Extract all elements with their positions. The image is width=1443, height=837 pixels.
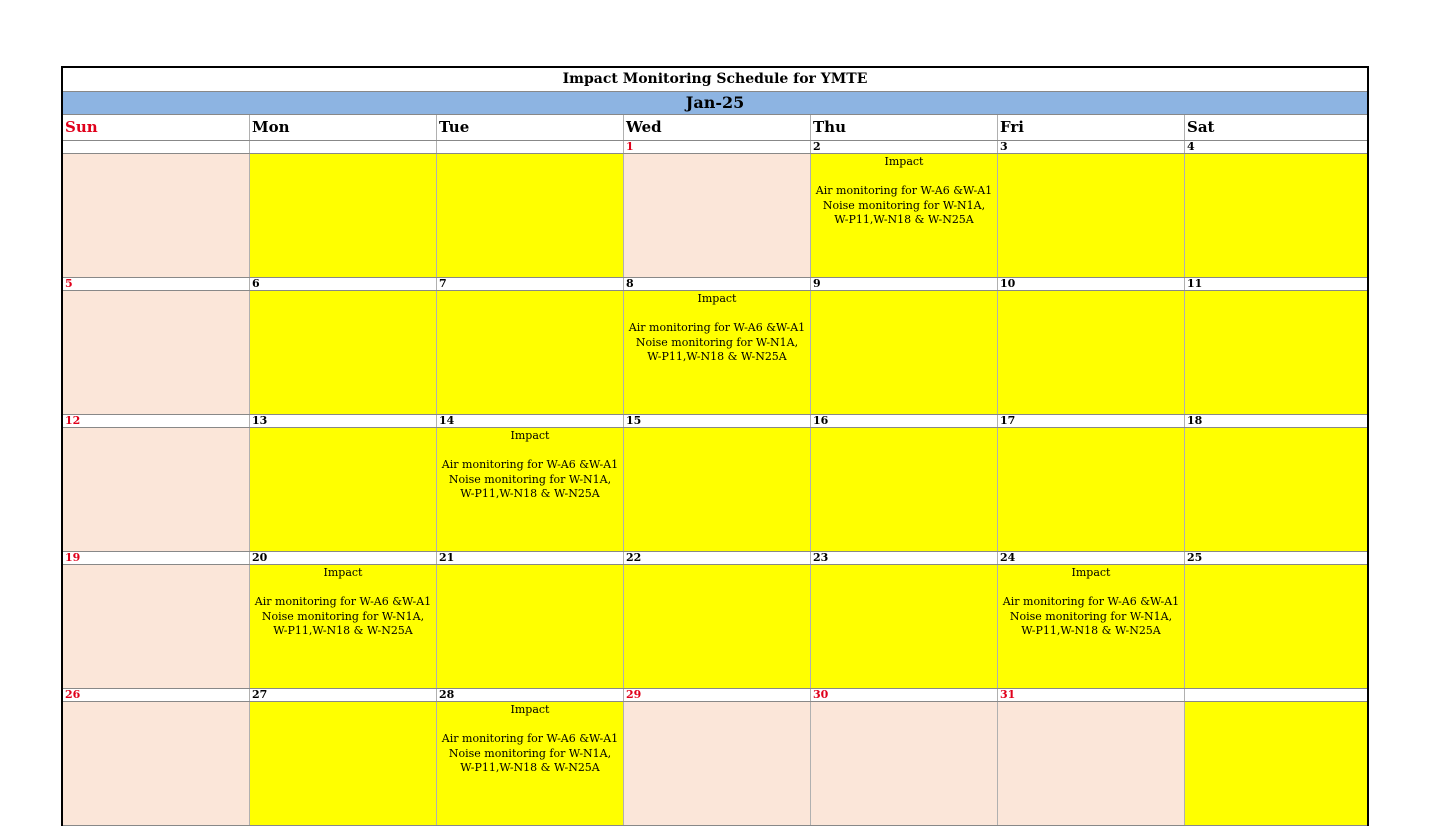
day-cell[interactable]	[624, 291, 811, 414]
day-cell[interactable]	[250, 291, 437, 414]
day-cell[interactable]	[1185, 154, 1367, 277]
date-number: 11	[1185, 278, 1367, 290]
event-noise-line1: Noise monitoring for W-N1A,	[448, 472, 612, 486]
event-noise-line1: Noise monitoring for W-N1A,	[635, 335, 799, 349]
spacer	[998, 581, 1184, 596]
date-number	[437, 141, 624, 153]
spacer	[250, 581, 436, 596]
date-number-row	[63, 552, 1367, 565]
weekday-sun: Sun	[63, 115, 250, 140]
day-cell[interactable]	[998, 428, 1185, 551]
day-cell[interactable]	[998, 291, 1185, 414]
date-number: 16	[811, 415, 998, 427]
date-number: 6	[250, 278, 437, 290]
spacer	[437, 718, 623, 733]
date-number: 13	[250, 415, 437, 427]
event-air: Air monitoring for W-A6 &W-A1	[441, 732, 619, 745]
date-number: 1	[624, 141, 811, 153]
event-noise-line2: W-P11,W-N18 & W-N25A	[647, 350, 787, 363]
date-number: 2	[811, 141, 998, 153]
day-cell[interactable]	[1185, 428, 1367, 551]
date-number: 20	[250, 552, 437, 564]
event-noise-line1: Noise monitoring for W-N1A,	[822, 198, 986, 212]
event-noise-line1: Noise monitoring for W-N1A,	[1009, 609, 1173, 623]
date-number: 25	[1185, 552, 1367, 564]
spacer	[811, 170, 997, 185]
event-noise-line1: Noise monitoring for W-N1A,	[448, 746, 612, 760]
date-number: 17	[998, 415, 1185, 427]
date-number: 21	[437, 552, 624, 564]
day-cell[interactable]	[437, 565, 624, 688]
event-type: Impact	[1071, 566, 1111, 579]
day-cell[interactable]	[437, 702, 624, 825]
date-number: 28	[437, 689, 624, 701]
day-cell[interactable]	[624, 565, 811, 688]
calendar-sheet	[61, 66, 1369, 826]
event-air: Air monitoring for W-A6 &W-A1	[628, 321, 806, 334]
week-row	[63, 291, 1367, 415]
day-cell[interactable]	[998, 702, 1185, 825]
week-row	[63, 702, 1367, 826]
date-number: 15	[624, 415, 811, 427]
day-cell[interactable]	[250, 428, 437, 551]
date-number: 4	[1185, 141, 1367, 153]
day-cell[interactable]	[63, 154, 250, 277]
day-cell[interactable]	[1185, 565, 1367, 688]
date-number: 24	[998, 552, 1185, 564]
date-number-row	[63, 141, 1367, 154]
date-number	[1185, 689, 1367, 701]
date-number: 23	[811, 552, 998, 564]
weekday-header-row	[63, 115, 1367, 141]
date-number: 26	[63, 689, 250, 701]
week-row	[63, 428, 1367, 552]
day-cell[interactable]	[1185, 702, 1367, 825]
date-number: 10	[998, 278, 1185, 290]
day-cell[interactable]	[63, 291, 250, 414]
day-cell[interactable]	[624, 702, 811, 825]
date-number: 3	[998, 141, 1185, 153]
event-noise-line2: W-P11,W-N18 & W-N25A	[460, 487, 600, 500]
date-number: 30	[811, 689, 998, 701]
weekday-fri: Fri	[998, 115, 1185, 140]
date-number: 27	[250, 689, 437, 701]
day-cell[interactable]	[63, 702, 250, 825]
day-cell[interactable]	[250, 702, 437, 825]
event-air: Air monitoring for W-A6 &W-A1	[441, 458, 619, 471]
date-number: 18	[1185, 415, 1367, 427]
date-number: 14	[437, 415, 624, 427]
spacer	[624, 307, 810, 322]
event-type: Impact	[323, 566, 363, 579]
date-number: 22	[624, 552, 811, 564]
date-number: 12	[63, 415, 250, 427]
day-cell[interactable]	[624, 154, 811, 277]
date-number: 8	[624, 278, 811, 290]
date-number: 7	[437, 278, 624, 290]
event-noise-line2: W-P11,W-N18 & W-N25A	[273, 624, 413, 637]
day-cell[interactable]	[1185, 291, 1367, 414]
date-number: 19	[63, 552, 250, 564]
event-type: Impact	[697, 292, 737, 305]
event-noise-line2: W-P11,W-N18 & W-N25A	[460, 761, 600, 774]
event-noise-line1: Noise monitoring for W-N1A,	[261, 609, 425, 623]
day-cell[interactable]	[437, 154, 624, 277]
date-number-row	[63, 415, 1367, 428]
event-noise-line2: W-P11,W-N18 & W-N25A	[834, 213, 974, 226]
date-number	[250, 141, 437, 153]
weekday-tue: Tue	[437, 115, 624, 140]
weekday-mon: Mon	[250, 115, 437, 140]
spacer	[437, 444, 623, 459]
day-cell[interactable]	[998, 565, 1185, 688]
event-noise-line2: W-P11,W-N18 & W-N25A	[1021, 624, 1161, 637]
month-header: Jan-25	[63, 92, 1367, 115]
day-cell[interactable]	[437, 291, 624, 414]
day-cell[interactable]	[811, 428, 998, 551]
day-cell[interactable]	[624, 428, 811, 551]
sheet-title: Impact Monitoring Schedule for YMTE	[63, 68, 1367, 92]
week-row	[63, 565, 1367, 689]
day-cell[interactable]	[63, 428, 250, 551]
weekday-thu: Thu	[811, 115, 998, 140]
day-cell[interactable]	[63, 565, 250, 688]
date-number: 29	[624, 689, 811, 701]
week-row	[63, 154, 1367, 278]
date-number-row	[63, 689, 1367, 702]
date-number: 9	[811, 278, 998, 290]
day-cell[interactable]	[250, 565, 437, 688]
date-number: 5	[63, 278, 250, 290]
day-cell[interactable]	[811, 565, 998, 688]
event-air: Air monitoring for W-A6 &W-A1	[1002, 595, 1180, 608]
weekday-sat: Sat	[1187, 118, 1215, 136]
date-number-row	[63, 278, 1367, 291]
event-type: Impact	[510, 703, 550, 716]
date-number: 31	[998, 689, 1185, 701]
day-cell[interactable]	[437, 428, 624, 551]
day-cell[interactable]	[998, 154, 1185, 277]
date-number	[63, 141, 250, 153]
day-cell[interactable]	[811, 291, 998, 414]
event-air: Air monitoring for W-A6 &W-A1	[815, 184, 993, 197]
calendar-weeks	[63, 141, 1367, 826]
day-cell[interactable]	[250, 154, 437, 277]
day-cell[interactable]	[811, 702, 998, 825]
event-air: Air monitoring for W-A6 &W-A1	[254, 595, 432, 608]
event-type: Impact	[510, 429, 550, 442]
event-type: Impact	[884, 155, 924, 168]
day-cell[interactable]	[811, 154, 998, 277]
weekday-wed: Wed	[624, 115, 811, 140]
